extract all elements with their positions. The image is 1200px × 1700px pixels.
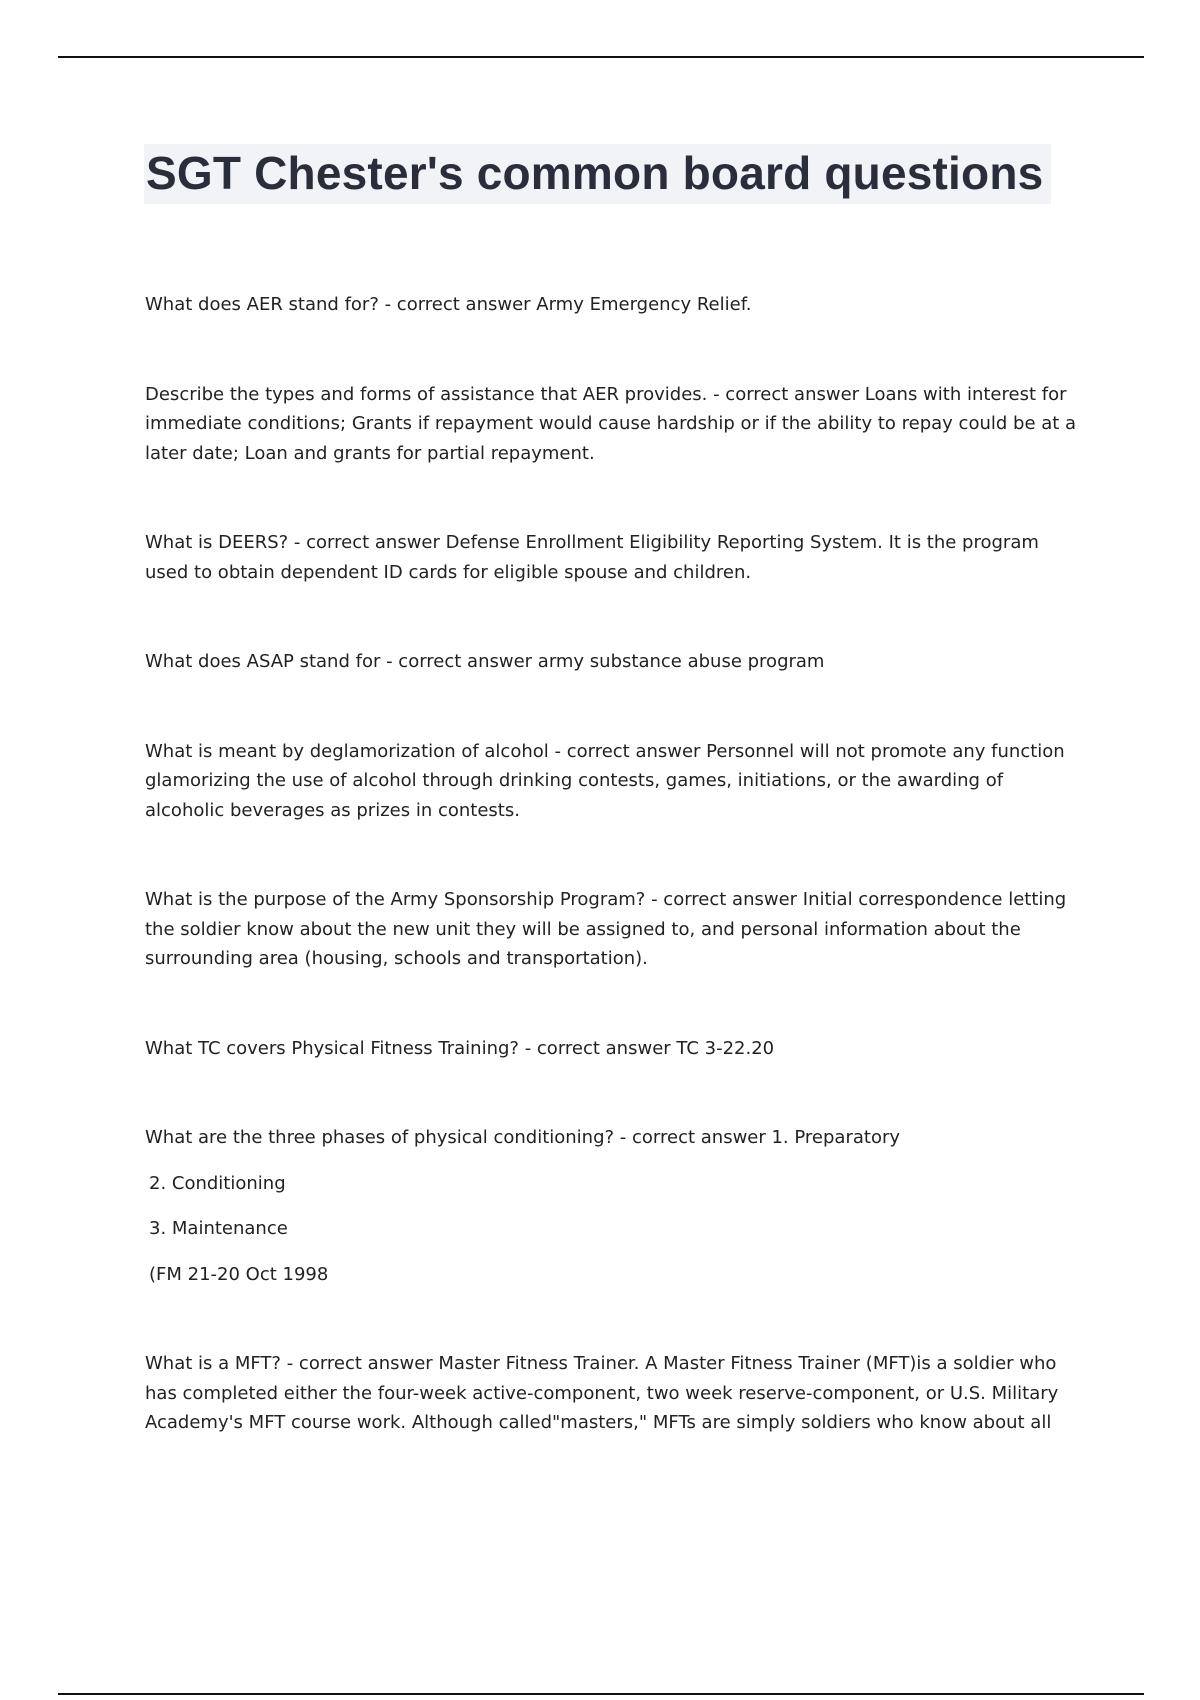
top-rule — [58, 56, 1144, 58]
qa-item: What does ASAP stand for - correct answer army substance abuse program — [145, 651, 825, 672]
qa-item: What is a MFT? - correct answer Master Fitness Trainer. A Master Fitness Trainer (MFT)is a soldier who has completed either the four-week active-component, two week reserve-component, or U.S. Military Academy's MFT course work. Although called"masters," MFTs are simply soldiers who know about all — [145, 1353, 1059, 1433]
qa-item: What is DEERS? - correct answer Defense Enrollment Eligibility Reporting System. It is the program used to obtain dependent ID cards for eligible spouse and children. — [145, 532, 1039, 583]
qa-item: What is the purpose of the Army Sponsorship Program? - correct answer Initial correspondence letting the soldier know about the new unit they will be assigned to, and personal information about the surrounding area (housing, schools and transportation). — [145, 889, 1067, 969]
qa-list — [145, 290, 1085, 1438]
qa-sub-line: (FM 21-20 Oct 1998 — [149, 1263, 329, 1285]
qa-item: Describe the types and forms of assistance that AER provides. - correct answer Loans with interest for immediate conditions; Grants if repayment would cause hardship or if the ability to repay could be at a later date; Loan and grants for partial repayment. — [145, 383, 1077, 464]
qa-item-first-line: What are the three phases of physical conditioning? - correct answer 1. Preparatory — [145, 1127, 901, 1148]
qa-item: What TC covers Physical Fitness Training? - correct answer TC 3-22.20 — [145, 1037, 775, 1059]
title-highlight — [144, 144, 1051, 204]
qa-item-multiline — [145, 1123, 1085, 1289]
page-title: SGT Chester's common board questions — [146, 147, 1044, 199]
bottom-rule — [58, 1693, 1144, 1695]
qa-sub-line: 3. Maintenance — [149, 1218, 288, 1239]
qa-item: What does AER stand for? - correct answer Army Emergency Relief. — [145, 294, 752, 315]
qa-item: What is meant by deglamorization of alcohol - correct answer Personnel will not promote any function glamorizing the use of alcohol through drinking contests, games, initiations, or the awarding of alcoholic beverages as prizes in contests. — [145, 740, 1065, 821]
qa-sub-line: 2. Conditioning — [149, 1172, 286, 1194]
